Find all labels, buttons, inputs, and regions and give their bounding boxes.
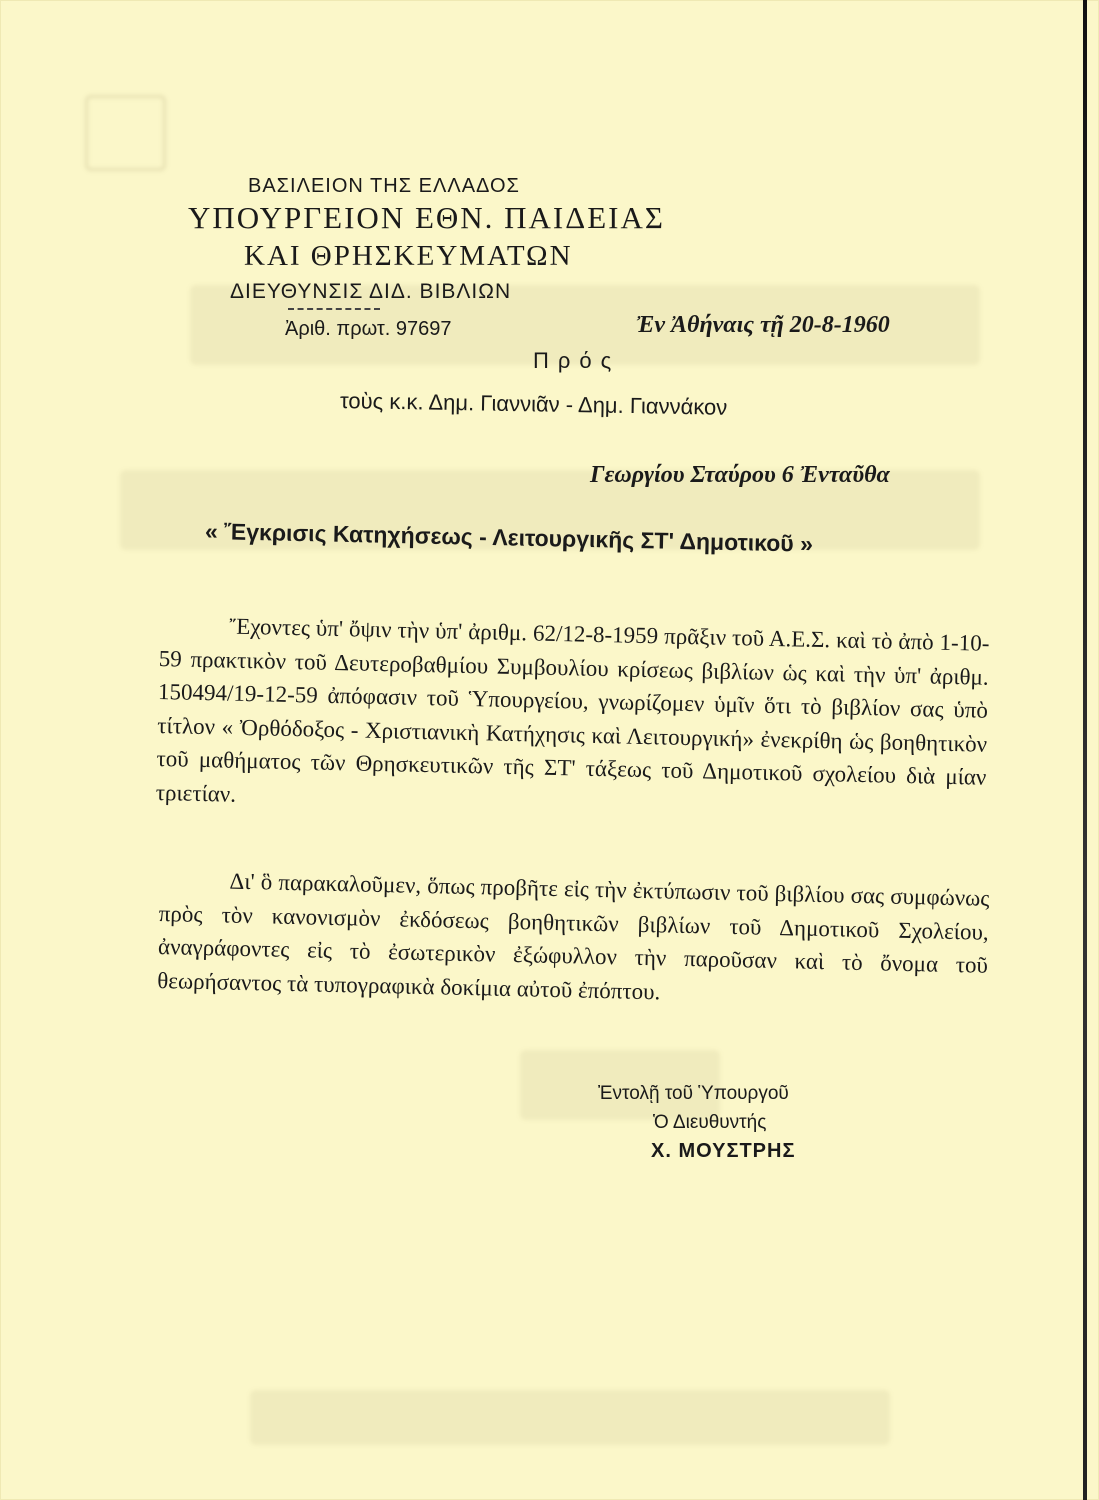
to-label: Πρός bbox=[533, 348, 621, 373]
letter-date: Ἐν Ἀθήναις τῇ 20-8-1960 bbox=[636, 312, 890, 338]
bleed-through-imprint bbox=[250, 1390, 890, 1445]
signature-title: Ὁ Διευθυντής bbox=[653, 1112, 767, 1133]
header-kingdom: ΒΑΣΙΛΕΙΟΝ ΤΗΣ ΕΛΛΑΔΟΣ bbox=[248, 175, 520, 197]
letter-subject: « Ἔγκρισις Κατηχήσεως - Λειτουργικῆς ΣΤ' Δημοτικοῦ » bbox=[204, 518, 814, 557]
header-religion: ΚΑΙ ΘΡΗΣΚΕΥΜΑΤΩΝ bbox=[244, 240, 573, 272]
recipients: τοὺς κ.κ. Δημ. Γιαννιᾶν - Δημ. Γιαννάκον bbox=[339, 388, 728, 420]
body-paragraph-2: Δι' ὃ παρακαλοῦμεν, ὅπως προβῆτε εἰς τὴν ἐκτύπωσιν τοῦ βιβλίου σας συμφώνως πρὸς τὸν κανονισμὸν ἐκδόσεως βοηθητικῶν βιβλίων τοῦ Δημοτικοῦ Σχολείου, ἀναγράφοντες εἰς τὸ ἐσωτερικὸν ἐξώφυλλον τὴν παροῦσαν καὶ τὸ ὄνομα τοῦ θεωρήσαντος τὰ τυπογραφικὰ δοκίμια αὐτοῦ ἐπόπτου. bbox=[157, 868, 990, 1004]
header-direction: ΔΙΕΥΘΥΝΣΙΣ ΔΙΔ. ΒΙΒΛΙΩΝ bbox=[230, 280, 512, 303]
protocol-number: Ἀριθ. πρωτ. 97697 bbox=[285, 318, 452, 340]
body-paragraph-1: Ἔχοντες ὑπ' ὄψιν τὴν ὑπ' ἀριθμ. 62/12-8-1959 πρᾶξιν τοῦ Α.Ε.Σ. καὶ τὸ ἀπὸ 1-10-59 πρακτικὸν τοῦ Δευτεροβαθμίου Συμβουλίου κρίσεως βιβλίων ὡς καὶ τὴν ὑπ' ἀριθμ. 150494/19-12-59 ἀπόφασιν τοῦ Ὑπουργείου, γνωρίζομεν ὑμῖν ὅτι τὸ βιβλίον σας ὑπὸ τίτλον « Ὀρθόδοξος - Χριστιανικὴ Κατήχησις καὶ Λειτουργική» ἐνεκρίθη ὡς βοηθητικὸν τοῦ μαθήματος τῶν Θρησκευτικῶν τῆς ΣΤ' τάξεως τοῦ Δημοτικοῦ σχολείου διὰ μίαν τριετίαν. bbox=[155, 613, 990, 807]
signature-order: Ἐντολῇ τοῦ Ὑπουργοῦ bbox=[598, 1083, 789, 1104]
signature-name: Χ. ΜΟΥΣΤΡΗΣ bbox=[651, 1140, 796, 1162]
scan-edge bbox=[1083, 0, 1087, 1500]
bleed-through-stamp bbox=[85, 95, 166, 171]
header-divider bbox=[288, 308, 380, 310]
recipient-address: Γεωργίου Σταύρου 6 Ἐνταῦθα bbox=[590, 462, 890, 488]
header-ministry: ΥΠΟΥΡΓΕΙΟΝ ΕΘΝ. ΠΑΙΔΕΙΑΣ bbox=[188, 200, 665, 235]
